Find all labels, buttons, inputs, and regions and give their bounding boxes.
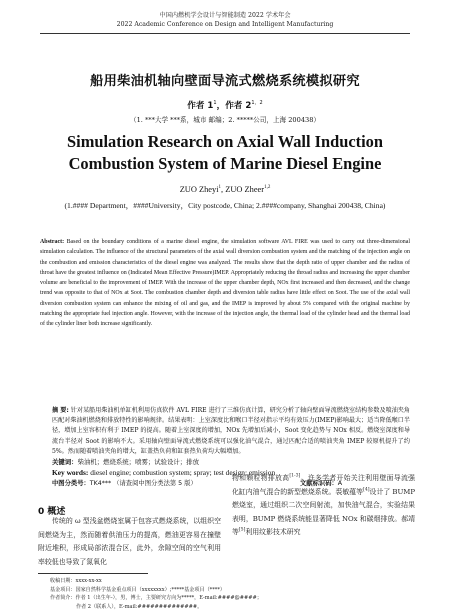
affiliation-en: (1.#### Department，####University，City postcode, China; 2.####company, Shanghai 200438, China) [64, 201, 386, 210]
body-paragraph-left: 传统的 ω 型浅盆燃烧室属于包容式燃烧系统，以组织空间燃烧为主，然而随着供油压力的提高，燃油更容易在撞壁附近堆积，形成局部浓混合区，此外，余隙空间的空气利用率较低也导致了氮氧化 [38, 517, 221, 566]
authors-en [0, 185, 450, 194]
body-column-right [232, 472, 415, 540]
citation-3[interactable]: [5] [238, 528, 246, 534]
author-2-affil-en: 1,2 [264, 185, 271, 191]
body-column-left [38, 515, 221, 569]
authors-cn [0, 99, 450, 111]
footnotes [50, 577, 410, 611]
footnote-received: 收稿日期：xxxx-xx-xx [50, 578, 102, 584]
doc-code-value: A [337, 480, 343, 487]
keywords-cn-label: 关键词： [52, 458, 78, 466]
author-separator-en: , [221, 185, 226, 194]
citation-2[interactable]: [4] [363, 487, 370, 493]
body-paragraph-right [232, 472, 415, 540]
author-2-en: ZUO Zheer [225, 185, 265, 194]
author-separator-cn: ， [216, 101, 226, 111]
running-header-cn: 中国内燃机学会设计与智能制造 2022 学术年会 [159, 12, 291, 19]
footnote-author-1: 作者简介：作者 1（出生年-），男，博士，主要研究方向为*****，E-mail:####@####； [50, 595, 262, 602]
running-header [0, 0, 450, 29]
section-heading: 0 概述 [38, 507, 66, 517]
keywords-cn-text: 柴油机；燃烧系统；喷雾；试验设计；排放 [77, 458, 199, 466]
citation-1[interactable]: [1-3] [289, 473, 301, 479]
keywords-en-label: Key words: [52, 468, 89, 477]
footnote-author-2: 作者 2（联系人），E-mail:##############。 [76, 603, 203, 610]
affiliation-cn: （1. ***大学 ***系，城市 邮编；2. *****公司，上海 200438） [130, 116, 320, 124]
author-1-cn: 作者 1 [187, 101, 214, 111]
body-text-4: 利用纹影技术研究 [245, 528, 301, 537]
abstract-cn [52, 406, 410, 457]
author-1-affil-cn: 1 [213, 100, 217, 107]
author-2-cn: 作者 2 [225, 101, 252, 111]
clc-label: 中图分类号： [52, 480, 90, 487]
body-text-1: 物和颗粒物排放高 [232, 474, 290, 482]
author-1-affil-en: 1 [218, 185, 222, 191]
title-cn: 船用柴油机轴向壁面导流式燃烧系统模拟研究 [90, 74, 360, 89]
keywords-en-text: diesel engine; combustion system; spray; test design; emission [90, 468, 276, 477]
keywords-cn [52, 457, 410, 466]
running-header-en: 2022 Academic Conference on Design and Intelligent Manufacturing [116, 21, 334, 28]
doc-code-label: 文献标识码： [300, 480, 338, 487]
footnote-fund: 基金项目：国家自然科学基金重点项目（xxxxxxxx）;*****基金项目（****） [50, 586, 225, 593]
title-en: Simulation Research on Axial Wall Induction Combustion System of Marine Diesel Engine [67, 132, 383, 173]
abstract-en-text: Based on the boundary conditions of a marine diesel engine, the simulation software AVL FIRE was used to carry out three-dimensional simulation calculation. The influence of the structural parameters of the axial wall diversion combustion system and the matching of the injection angle on the combustion and emission characteristics of the diesel engine was analyzed. The results show that the depth ratio of upper chamber and the radius of throat have the greatest influence on (Indicated Mean Effective Pressure)IMEP. Appropriately reducing the throad radius and increasing the upper chamber volume are beneficial to the improvement of IMEP. With the increase of the upper chamber depth, NOx first increased and then decreased, and the change trend was opposite to that of NOx at Soot. The combustion chamber depth and diversion table radius have little effect on Soot. The use of the axial wall diversion combustion system can enhance the mixing of oil and gas, and the IMEP is improved by about 5% compared with the original machine by matching the appropriate fuel injection angle. However, with the increase of the injection angle, the thermal load of the cylinder head and the thermal load of the cylinder liner both increase significantly. [40, 239, 411, 328]
abstract-en-label: Abstract: [40, 239, 65, 245]
body-text-2: 。许多学者开始关注利用壁面导流强化缸内油气混合的新型燃烧系统。裘敏蕴等 [232, 474, 416, 496]
body-text-3: 设计了 BUMP 燃烧室，通过组织二次空间射流，加快油气混合，实验结果表明，BUMP 燃烧系统能显著降低 NOx 和碳烟排放。郝靖等 [232, 487, 415, 537]
abstract-cn-text: 针对某船用柴油机单缸机利用仿真软件 AVL FIRE 进行了三维仿真计算，研究分析了轴向壁面导流燃烧室结构参数及喷油夹角匹配对柴油机燃烧和排放特性的影响规律。结果表明：上室深度比和喉口半径对指示平均有效压力(IMEP)影响最大；适当降低喉口半径，增加上室容积有利于 IMEP 的提高。随着上室深度的增加，NOx 先增加后减小，Soot 变化趋势与 NOx 相反。燃烧室深度和导流台半径对 Soot 的影响不大。采用轴向壁面导流式燃烧系统可以强化油气混合，通过匹配合适的喷油夹角 IMEP 较原机提升了约 5%。然而随着喷油夹角的增大，缸盖热负荷和缸套热负荷均大幅增加。 [52, 407, 410, 455]
header-rule [40, 33, 410, 34]
author-2-affil-cn: 1，2 [251, 100, 263, 107]
author-1-en: ZUO Zheyi [179, 185, 219, 194]
clc-value: TK4*** （请查阅中图分类法第 5 版） [89, 480, 197, 487]
footnote-rule [38, 573, 148, 574]
abstract-en [40, 237, 410, 330]
abstract-cn-label: 摘 要: [52, 407, 69, 414]
